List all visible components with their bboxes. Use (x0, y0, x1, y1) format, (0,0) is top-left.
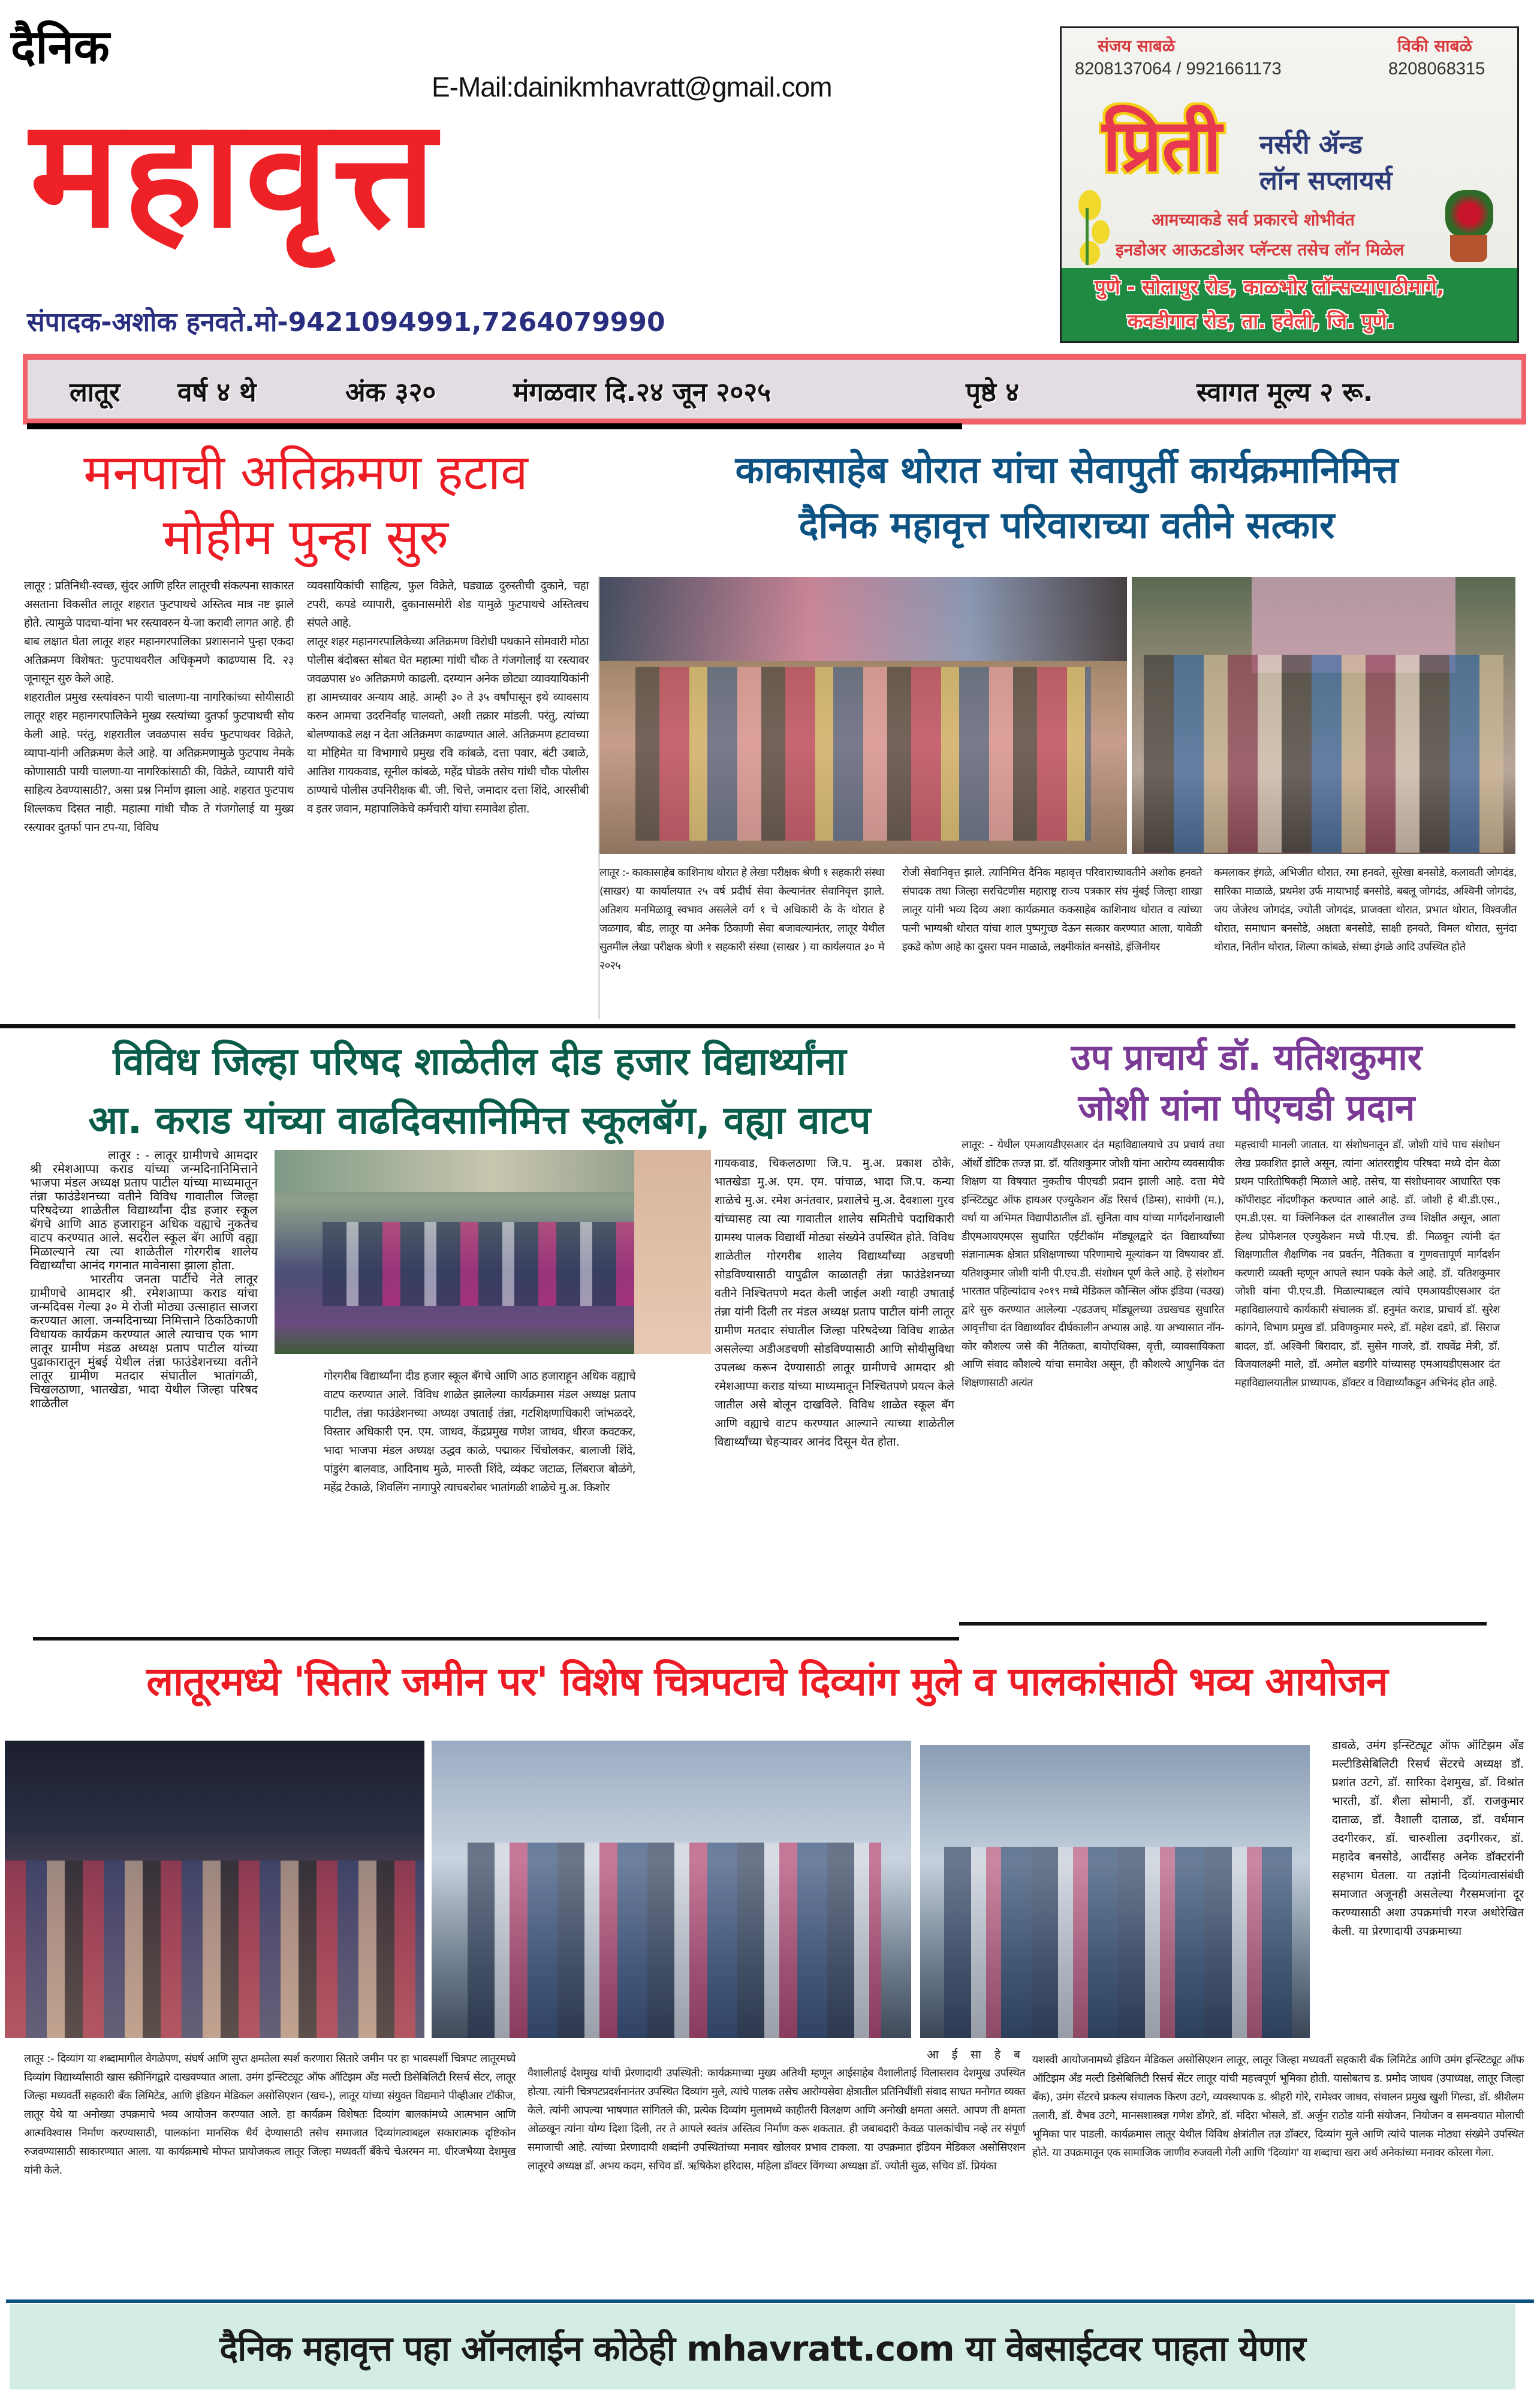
footer-banner-text[interactable]: दैनिक महावृत्त पहा ऑनलाईन कोठेही mhavratt.com या वेबसाईटवर पाहता येणार (219, 2328, 1306, 2369)
article-thorat-col3: कमलाकर इंगळे, अभिजीत थोरात, रमा हनवते, सुरेखा बनसोडे, कलावती जोगदंड, सारिका माळाळे, प्रथमेश उर्फ मायाभाई बनसोडे, बबलू जोगदंड, अश्विनी जोगदंड, जय जेजेरथ जोगदंड, ज्योती जोगदंड, प्राजक्ता थोरात, प्रभात थोरात, विश्वजीत थोरात, समाधान बनसोडे, अक्षता बनसोडे, साक्षी हनवते, विमल थोरात, सुनंदा थोरात, नितीन थोरात, शिल्पा कांबळे, संध्या इंगळे आदि उपस्थित होते (1214, 866, 1517, 953)
ad-contact-right-phone: 8208068315 (1388, 59, 1485, 79)
film-group-photo-2 (920, 1745, 1310, 2038)
info-price: स्वागत मूल्य २ रू. (1197, 377, 1373, 408)
thorat-felicitation-photo-2 (1132, 577, 1515, 854)
divider (27, 423, 962, 429)
ad-contact-left-name: संजय साबळे (1098, 36, 1176, 56)
article-encroachment-headline (12, 441, 599, 570)
ad-offer-line-1: आमच्याकडे सर्व प्रकारचे शोभीवंत (1152, 210, 1355, 230)
article-thorat-headline (599, 443, 1534, 553)
section-divider (959, 1622, 1487, 1626)
ad-address-line-2: कवडीगाव रोड, ता. हवेली, जि. पुणे. (1128, 309, 1394, 333)
article-thorat-col1: लातूर :- काकासाहेब काशिनाथ थोरात हे लेखा परीक्षक श्रेणी १ सहकारी संस्था (साखर) या कार्यालयात २५ वर्ष प्रदीर्घ सेवा केल्यानंतर सेवानिवृत्त झाले. अतिशय मनमिळावू स्वभाव असलेले वर्ग १ चे अधिकारी के के थोरात हे जळगाव, बीड, लातूर या अनेक ठिकाणी सेवा बजावल्यानंतर, लातूर येथील सुतमील लेखा परीक्षक श्रेणी १ सहकारी संस्था (साखर ) या कार्यलयात ३० मे २०२५ (599, 866, 884, 972)
headline-line-2: मोहीम पुन्हा सुरु (162, 509, 449, 566)
article-encroachment-col2: व्यवसायिकांची साहित्य, फुल विक्रेते, घड्याळ दुरुस्तीची दुकाने, चहा टपरी, कपडे व्यापारी, दुकानासमोरी शेड यामुळे फुटपाथचे अस्तित्वच संपले आहे. लातूर शहर महानगरपालिकेच्या अतिक्रमण विरोधी पथकाने सोमवारी मोठा पोलीस बंदोबस्त सोबत घेत महात्मा गांधी चौक ते गंजगोलाई या रस्त्यावर जवळपास ४० अतिक्रमणे काढली. दरम्यान अनेक छोट्या व्यावयायिकांनी हा आमच्यावर अन्याय आहे. आम्ही ३० ते ३५ वर्षांपासून इथे व्यावसाय करुन आमचा उदरनिर्वाह चालवतो, अशी तक्रार मांडली. परंतु, त्यांच्या बोलण्याकडे लक्ष न देता अतिक्रमण काढण्यात आले. अतिक्रमण हटावच्या या मोहिमेत या विभागाचे प्रमुख रवि कांबळे, दत्ता पवार, बंटी उबाळे, आतिश गायकवाड, सूनील कांबळे, महेंद्र घोडके तसेच गांधी चौक पोलीस ठाण्याचे पोलीस उपनिरीक्षक बी. जी. चित्ते, जमादार दत्ता शिंदे, आरसीबी व इतर जवान, महापालिकेचे कर्मचारी यांचा समावेश होता. (307, 579, 589, 815)
article-film-kicker: आ ई सा हे ब (927, 2048, 1025, 2061)
film-audience-photo (5, 1741, 424, 2038)
headline-line-2: दैनिक महावृत्त परिवाराच्या वतीने सत्कार (798, 503, 1335, 547)
footer-banner (10, 2304, 1515, 2389)
headline-line-1: उप प्राचार्य डॉ. यतिशकुमार (1071, 1037, 1423, 1079)
article-schoolbags-col2: गोरगरीब विद्यार्थ्यांना दीड हजार स्कूल बॅगचे आणि आठ हजाराहून अधिक वह्याचे वाटप करण्यात आले. विविध शाळेत झालेल्या कार्यक्रमास मंडल अध्यक्ष प्रताप पाटील, तंन्ना फाउंडेशनच्या अध्यक्ष उषाताई तंन्ना, गटशिक्षणाधिकारी जांभळदरे, विस्तार अधिकारी एन. एम. जाधव, केंद्रप्रमुख गणेश जाधव, धीरज कवटकर, भादा भाजपा मंडल अध्यक्ष उद्धव काळे, पद्माकर चिंचोलकर, बालाजी शिंदे, पांडुरंग बालवाड, आदिनाथ मुळे, मारुती शिंदे, व्यंकट जटाळ, लिंबराज बोळंगे, महेंद्र टेकाळे, शिवलिंग नागापुरे त्याचबरोबर भातांगळी शाळेचे मु.अ. किशोर (324, 1369, 635, 1494)
article-film-headline: लातूरमध्ये 'सितारे जमीन पर' विशेष चित्रपटाचे दिव्यांग मुले व पालकांसाठी भव्य आयोजन (146, 1658, 1388, 1705)
footer-rule (6, 2299, 1534, 2303)
masthead-title: महावृत्त (30, 86, 439, 261)
ad-tagline-1: नर्सरी ॲन्ड (1259, 130, 1363, 160)
masthead-email[interactable]: E-Mail:dainikmhavratt@gmail.com (432, 71, 832, 103)
thorat-felicitation-photo-1 (599, 577, 1127, 854)
article-film-side-column: डावळे, उमंग इन्स्टिट्यूट ऑफ ऑटिझम ॲंड मल्टीडिसेबिलिटी रिसर्च सेंटरचे अध्यक्ष डॉ. प्रशांत उटगे, डॉ. सारिका देशमुख, डॉ. विश्रांत भारती, डॉ. शैला सोमानी, डॉ. राजकुमार दाताळ, डॉ. वैशाली दाताळ, डॉ. वर्धमान उदगीरकर, डॉ. चारुशीला उदगीरकर, डॉ. महादेव बनसोडे, आदींसह अनेक डॉक्टरांनी सहभाग घेतला. या तज्ञांनी दिव्यांगत्वासंबंधी समाजात अजूनही असलेल्या गैरसमजांना दूर करण्यासाठी अशा उपक्रमांची गरज अधोरेखित केली. या प्रेरणादायी उपक्रमाच्या (1332, 1739, 1524, 1938)
schoolbags-distribution-photo (275, 1150, 711, 1354)
masthead-prefix: दैनिक (11, 20, 110, 74)
ad-contact-left-phone: 8208137064 / 9921661173 (1075, 59, 1282, 79)
article-encroachment-col1: लातूर : प्रतिनिधी-स्वच्छ, सुंदर आणि हरित लातूरची संकल्पना साकारत असताना विकसीत लातूर शहरात फुटपाथचे अस्तित्व मात्र नष्ट झाले होते. त्यामुळे पादचा-यांना भर रस्त्यावरुन ये-जा करावी लागत आहे. ही बाब लक्षात घेता लातूर शहर महानगरपालिका प्रशासनाने पुन्हा एकदा अतिक्रमण विशेषत: फुटपाथवरील अधिकृमणे काढण्यास दि. २३ जूनासून सुरु केले आहे. शहरातील प्रमुख रस्त्यांवरुन पायी चालणा-या नागरिकांच्या सोयीसाठी लातूर शहर महानगरपालिकेने मुख्य रस्त्यांच्या दुतर्फा फुटपाथची सोय केली आहे. परंतु, शहरातील जवळपास सर्वच फुटपाथवर विक्रेते, व्यापा-यांनी अतिक्रमण केले आहे. या अतिक्रमणामुळे फुटपाथ नेमके कोणासाठी पायी चालणा-या नागरिकांसाठी की, विक्रेते, व्यापारी यांचे साहित्य ठेवण्यासाठी?, असा प्रश्न निर्माण झाला आहे. शहरात फुटपाथ शिल्लकच दिसत नाही. महात्मा गांधी चौक ते गंजगोलाई या मुख्य रस्त्यावर दुतर्फा पान टप-या, विविध (24, 579, 294, 834)
article-film-col2: आ ई सा हे ब वैशालीताई देशमुख यांची प्रेरणादायी उपस्थिती: कार्यक्रमाच्या मुख्य अतिथी म्हणून आईसाहेब वैशालीताई विलासराव देशमुख उपस्थित होत्या. त्यांनी चित्रपटप्रदर्शनानंतर उपस्थित दिव्यांग मुले, त्यांचे पालक तसेच आरोग्यसेवा क्षेत्रातील प्रतिनिधींशी संवाद साधत मनोगत व्यक्त केले. त्यांनी आपल्या भाषणात सांगितले की, प्रत्येक दिव्यांग मुलामध्ये काहीतरी विलक्षण आणि अनोखी क्षमता असते. आपण ती क्षमता ओळखून त्यांना योग्य दिशा दिली, तर ते आपले स्वतंत्र अस्तित्व निर्माण करू शकतात. ही जबाबदारी केवळ पालकांचीच नव्हे तर संपूर्ण समाजाची आहे. त्यांच्या प्रेरणादायी शब्दांनी उपस्थितांच्या मनावर खोलवर प्रभाव टाकला. या उपक्रमात इंडियन मेडिकल असोसिएशन लातूरचे अध्यक्ष डॉ. अभय कदम, सचिव डॉ. ऋषिकेश हरिदास, महिला डॉक्टर विंगच्या अध्यक्षा डॉ. ज्योती सुळ, सचिव डॉ. प्रियंका (528, 2046, 1025, 2175)
article-phd-col2: महत्त्वाची मानली जातात. या संशोधनातून डॉ. जोशी यांचे पाच संशोधन लेख प्रकाशित झाले असून, त्यांना आंतरराष्ट्रीय परिषदा मध्ये दोन वेळा प्रथम पारितोषिकही मिळाले आहे. तसेच, या संशोधनावर आधारित एक कॉपीराइट नोंदणीकृत करण्यात आले आहे. डॉ. जोशी हे बी.डी.एस., एम.डी.एस. या क्लिनिकल दंत शास्त्रातील उच्च शिक्षीत असून, आता हेल्थ प्रोफेशनल एज्युकेशन मध्ये पी.एच. डी. मिळवून त्यांनी दंत शिक्षणातील शैक्षणिक नव प्रवर्तन, नैतिकता व गुणवत्तापूर्ण मार्गदर्शन करणारी व्यक्ती म्हणून आपले स्थान पक्के केले आहे. डॉ. यतिशकुमार जोशी यांना पी.एच.डी. मिळाल्याबद्दल त्यांचे एमआयडीएसआर दंत महाविद्यालयाचे कार्यकारी संचालक डॉ. हनुमंत कराड, प्राचार्य डॉ. सुरेश कांगने, विभाग प्रमुख डॉ. प्रविणकुमार मरुरे, डॉ. महेश दडपे, डॉ. सिराज बादल, डॉ. अश्विनी बिरादार, डॉ. सुसेन गाजरे, डॉ. राघवेंद्र मेत्री, डॉ. विजयालक्ष्मी माले, डॉ. अमोल बडगीरे यांच्यासह एमआयडीएसआर दंत महाविद्यालयातील प्राध्यापक, डॉक्टर व विद्यार्थ्यांकडून अभिनंद होत आहे. (1235, 1139, 1500, 1389)
info-date: मंगळवार दि.२४ जून २०२५ (513, 377, 771, 408)
ad-contact-right-name: विकी साबळे (1397, 36, 1472, 56)
film-group-photo-1 (432, 1741, 911, 2038)
info-issue: अंक ३२० (345, 377, 436, 408)
info-pages: पृष्ठे ४ (966, 377, 1020, 408)
article-schoolbags-col3: गायकवाड, चिकलठाणा जि.प. मु.अ. प्रकाश ठोके, भातखेडा मु.अ. एम. एम. पांचाळ, भादा जि.प. कन्या शाळेचे मु.अ. रमेश अनंतवार, प्रशालेचे मु.अ. दैवशाला गुरव यांच्यासह त्या त्या गावातील शालेय समितीचे पदाधिकारी ग्रामस्थ पालक विद्यार्थी मोठ्या संख्येने उपस्थित होते. विविध शाळेतील गोरगरीब शालेय विद्यार्थ्यांच्या अडचणी सोडविण्यासाठी यापुढील काळातही तंन्ना फाउंडेशनच्या वतीने निश्चितपणे मदत केली जाईल अशी ग्वाही उषाताई तंन्ना यांनी दिली तर मंडल अध्यक्ष प्रताप पाटील यांनी लातूर ग्रामीण मतदार संघातील जिल्हा परिषदेच्या विविध शाळेत असलेल्या अडीअडचणी सोडविण्यासाठी आणि सोयीसुविधा उपलब्ध करून देण्यासाठी लातूर ग्रामीणचे आमदार श्री रमेशआप्पा कराड यांच्या माध्यमातून निश्चितपणे प्रयत्न केले जातील असे बोलून दाखविले. विविध शाळेत स्कूल बॅग आणि वह्याचे वाटप करण्यात आल्याने त्याच्या शाळेतील विद्यार्थ्यांच्या चेहऱ्यावर आनंद दिसून येत होता. (715, 1157, 954, 1449)
advertisement-nursery (1060, 26, 1519, 343)
info-city: लातूर (70, 377, 120, 408)
info-year: वर्ष ४ थे (177, 377, 257, 408)
article-thorat-col2: रोजी सेवानिवृत्त झाले. त्यानिमित्त दैनिक महावृत्त परिवाराच्यावतीने अशोक हनवते संपादक तथा जिल्हा सरचिटणीस महाराष्ट्र राज्य पत्रकार संघ मुंबई जिल्हा शाखा लातूर यांनी भव्य दिव्य अशा कार्यक्रमात ककसाहेब काशिनाथ थोरात व त्यांच्या पत्नी भाग्यश्री थोरात यांचा शाल पुष्पगुच्छ देऊन सत्कार करण्यात आला, यावेळी इकडे कोण आहे का दुसरा पवन माळाळे, लक्ष्मीकांत बनसोडे, इंजिनीयर (902, 866, 1202, 953)
section-divider (33, 1637, 959, 1641)
section-divider (0, 1024, 1515, 1028)
headline-line-1: काकासाहेब थोरात यांचा सेवापुर्ती कार्यक्रमानिमित्त (735, 448, 1399, 492)
headline-line-2: जोशी यांना पीएचडी प्रदान (1078, 1087, 1415, 1129)
masthead-editor-line: संपादक-अशोक हनवते.मो-9421094991,7264079990 (27, 307, 665, 338)
article-phd-headline (959, 1033, 1534, 1133)
ad-offer-line-2: इनडोअर आऊटडोअर प्लॅन्टस तसेच लॉन मिळेल (1116, 240, 1405, 260)
headline-line-1: विविध जिल्हा परिषद शाळेतील दीड हजार विद्यार्थ्यांना (113, 1040, 846, 1084)
ad-address-line-1: पुणे - सोलापुर रोड, काळभोर लॉन्सच्यापाठीमागे, (1095, 275, 1445, 299)
headline-line-1: मनपाची अतिक्रमण हटाव (83, 444, 528, 501)
headline-line-2: आ. कराड यांच्या वाढदिवसानिमित्त स्कूलबॅग, वह्या वाटप (88, 1098, 871, 1143)
issue-info-bar (23, 354, 1526, 425)
article-schoolbags-col1: लातूर : - लातूर ग्रामीणचे आमदार श्री रमेशआप्पा कराड यांच्या जन्मदिनानिमित्ताने भाजपा मंडल अध्यक्ष प्रताप पाटील यांच्या माध्यमातून तंन्ना फाउंडेशनच्या वतीने विविध गावातील जिल्हा परिषदेच्या शाळेतील विद्यार्थ्यांना दीड हजार स्कूल बॅगचे आणि आठ हजाराहून अधिक वह्याचे नुकतेच वाटप करण्यात आले. सदरील स्कूल बॅग आणि वह्या मिळाल्याने त्या त्या शाळेतील गोरगरीब शालेय विद्यार्थ्यांचा आनंद गगनात मावेनासा झाला होता. भारतीय जनता पार्टीचे नेते लातूर ग्रामीणचे आमदार श्री. रमेशआप्पा कराड यांचा जन्मदिवस गेल्या ३० मे रोजी मोठ्या उत्साहात साजरा करण्यात आला. जन्मदिनाच्या निमित्ताने ठिकठिकाणी विधायक कार्यक्रम करण्यात आले त्याचाच एक भाग लातूर ग्रामीण मंडळ अध्यक्ष प्रताप पाटील यांच्या पुढाकारातून मुंबई येथील तंन्ना फाउंडेशनच्या वतीने लातूर ग्रामीण मतदार संघातील भातांगळी, चिखलठाणा, भातखेडा, भादा येथील जिल्हा परिषद शाळेतील (30, 1148, 258, 1410)
article-film-col1: लातूर :- दिव्यांग या शब्दामागील वेगळेपण, संघर्ष आणि सुप्त क्षमतेला स्पर्श करणारा सितारे जमीन पर हा भावस्पर्शी चित्रपट लातूरमध्ये दिव्यांग विद्यार्थ्यांसाठी खास स्क्रीनिंगद्वारे दाखवण्यात आला. उमंग इन्स्टिट्यूट ऑफ ऑटिझम ॲंड मल्टी डिसेबिलिटी रिसर्च सेंटर, लातूर जिल्हा मध्यवर्ती सहकारी बँक लिमिटेड, आणि इंडियन मेडिकल असोसिएशन (खच-), लातूर यांच्या संयुक्त विद्यमाने पीव्हीआर टॉकीज, लातूर येथे या अनोख्या उपक्रमाचे भव्य आयोजन करण्यात आले. हा कार्यक्रम विशेषतः दिव्यांग बालकांमध्ये आत्मभान आणि आत्मविश्वास निर्माण करण्यासाठी, पालकांना मानसिक धैर्य देण्यासाठी तसेच समाजात दिव्यांगत्वाबद्दल सकारात्मक दृष्टिकोन रुजवण्यासाठी साकारण्यात आला. या कार्यक्रमाचे मोफत प्रायोजकत्व लातूर जिल्हा मध्यवर्ती बँकेचे चेअरमन मा. धीरजभैय्या देशमुख यांनी केले. (24, 2052, 516, 2177)
article-schoolbags-headline (0, 1033, 959, 1150)
article-phd-col1: लातूर: - येथील एमआयडीएसआर दंत महाविद्यालयाचे उप प्रचार्य तथा ऑर्थो डोंटिक तज्ज्ञ प्रा. डॉ. यतिशकुमार जोशी यांना आरोग्य व्यवसायीक शिक्षण या विषयात नुकतीच पीएचडी प्रदान झाली आहे. दत्ता मेघे इन्स्टिट्युट ऑफ हायअर एज्युकेशन ॲंड रिसर्च (डिम्स), सावंगी (म.), वर्धा या अभिमत विद्यापीठातील डॉ. सुनिता वाघ यांच्या मार्गदर्शनाखाली डीएमआयएमएस सुधारित एईटीकॉम मॉड्यूलद्वारे दंत विद्यार्थ्यांच्या संज्ञानात्मक क्षेत्रात प्रशिक्षणाच्या परिणामाचे मूल्यांकन या विषयावर डॉ. यतिशकुमार जोशी यांनी पी.एच.डी. संशोधन पूर्ण केले आहे. हे संशोधन भारतात पहिल्यांदाच २०१९ मध्ये मेडिकल कौन्सिल ऑफ इंडिया (चउख) द्वारे सुरु करण्यात आलेल्या -एढउजच् मॉड्यूलच्या उच्रखचड सुधारित आवृत्तीचा दंत विद्यार्थ्यांवर दीर्घकालीन अभ्यास आहे. या अभ्यासात नॉन-कोर कौशल्य जसे की नैतिकता, बायोएथिक्स, वृत्ती, व्यावसायिकता आणि संवाद कौशल्ये यांचा समावेश असून, ही कौशल्ये आधुनिक दंत शिक्षणासाठी अत्यंत (962, 1139, 1224, 1389)
ad-brand: प्रिती (1102, 104, 1222, 188)
ad-tagline-2: लॉन सप्लायर्स (1259, 165, 1393, 196)
article-film-col3: यशस्वी आयोजनामध्ये इंडियन मेडिकल असोसिएशन लातूर, लातूर जिल्हा मध्यवर्ती सहकारी बँक लिमिटेड आणि उमंग इन्स्टिट्यूट ऑफ ऑटिझम ॲंड मल्टी डिसेबिलिटी रिसर्च सेंटर लातूर यांची महत्त्वपूर्ण भूमिका होती. यासोबतच ड. प्रमोद जाधव (उपाध्यक्ष, लातूर जिल्हा बँक), उमंग सेंटरचे प्रकल्प संचालक किरण उटगे, व्यवस्थापक ड. श्रीहरी गोरे, रामेश्वर जाधव, संचालन प्रमुख खुशी गिल्डा, डॉ. श्रीशैलम तलारी, डॉ. वैभव उटगे, मानसशास्त्रज्ञ गणेश डोंगरे, डॉ. मंदिरा भोसले, डॉ. अर्जुन राठोड यांनी संयोजन, नियोजन व समन्वयात मोलाची भूमिका पार पाडली. कार्यक्रमास लातूर येथील विविध क्षेत्रांतील तज्ञ डॉक्टर, दिव्यांग मुले आणि त्यांचे पालक मोठ्या संख्येने उपस्थित होते. या उपक्रमातून एक सामाजिक जाणीव रुजवली गेली आणि 'दिव्यांग' या शब्दाचा खरा अर्थ अनेकांच्या मनावर कोरला गेला. (1032, 2054, 1524, 2159)
